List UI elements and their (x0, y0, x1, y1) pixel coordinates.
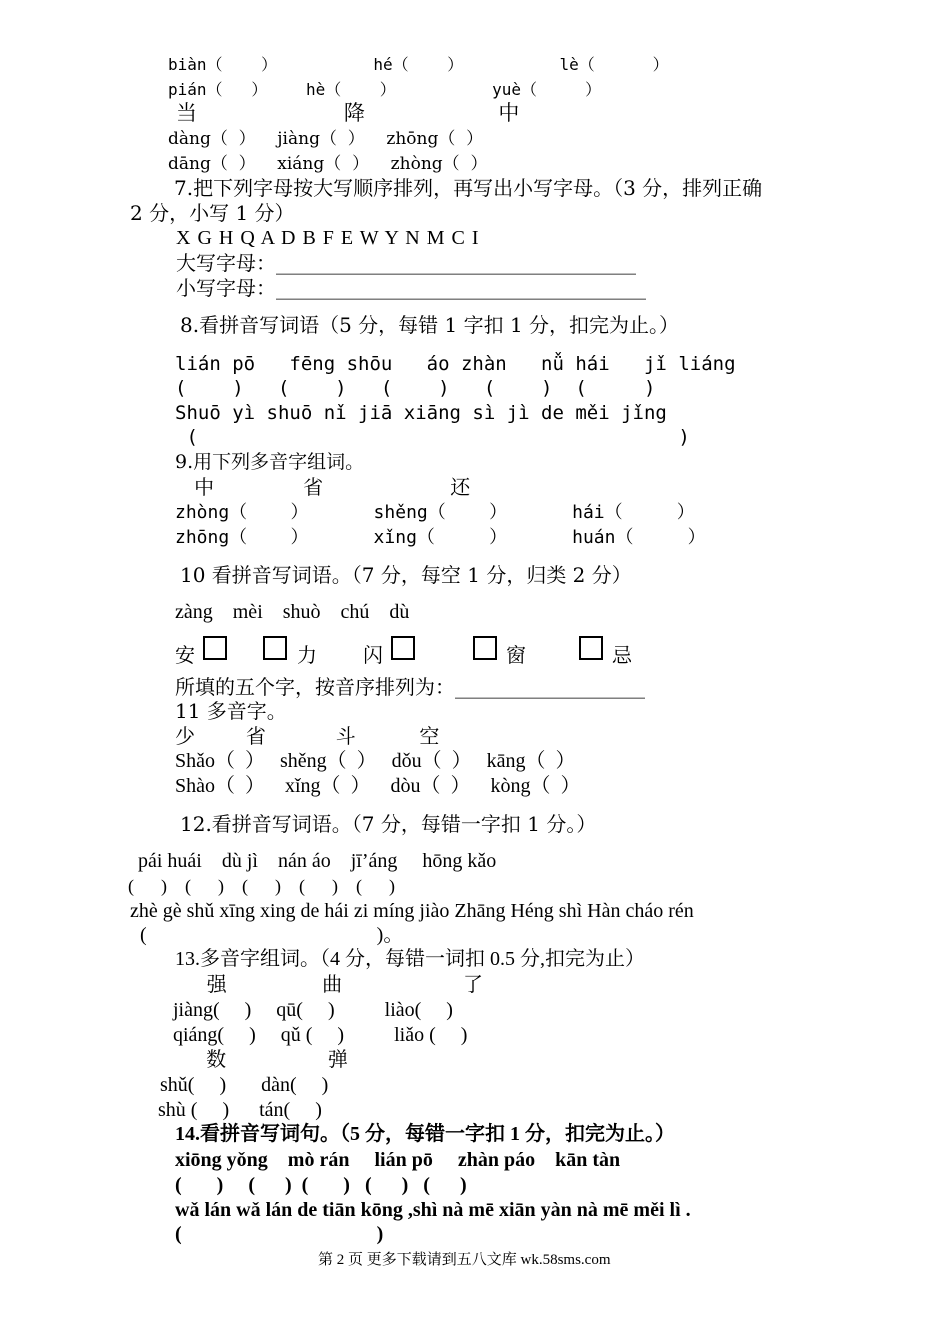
q9-row2: zhōng（ ） xǐng（ ） huán（ ） (175, 527, 706, 548)
q7-title-cont: 2 分，小写 1 分） (130, 201, 295, 225)
q11-title: 11 多音字。 (175, 699, 287, 723)
q7-lower-line[interactable]: 小写字母：_____________________________________ (176, 276, 646, 300)
q7-letters: X G H Q A D B F E W Y N M C I (176, 227, 480, 249)
q10-answer-box-5[interactable] (579, 636, 603, 660)
q10-answer-box-4[interactable] (473, 636, 497, 660)
q7-title: 7.把下列字母按大写顺序排列，再写出小写字母。（3 分，排列正确 (174, 176, 763, 200)
q10-char-ji: 忌 (612, 643, 632, 667)
q11-row1: Shǎo（ ） shěng（ ） dǒu（ ） kāng（ ） (175, 750, 576, 772)
q10-char-chuang: 窗 (506, 643, 526, 667)
p6-row3: dàng（ ） jiàng（ ） zhōng（ ） (168, 129, 484, 149)
q12-title: 12.看拼音写词语。（7 分，每错一字扣 1 分。） (180, 812, 597, 836)
q13-row3: shǔ( ) dàn( ) (160, 1074, 329, 1096)
q13-chars1: 强 曲 了 (175, 972, 483, 996)
q13-row2: qiáng( ) qǔ ( ) liǎo ( ) (173, 1024, 468, 1046)
q11-chars: 少 省 斗 空 (175, 724, 440, 748)
q12-pinyin: pái huái dù jì nán áo jī’áng hōng kǎo (138, 850, 497, 872)
page-footer: 第 2 页 更多下载请到五八文库 wk.58sms.com (318, 1252, 611, 1268)
q8-title: 8.看拼音写词语（5 分，每错 1 字扣 1 分，扣完为止。） (180, 313, 680, 337)
q10-answer-box-1[interactable] (203, 636, 227, 660)
q14-pinyin: xiōng yǒng mò rán lián pō zhàn páo kān tàn (175, 1149, 621, 1171)
q8-pinyin: lián pō fēng shōu áo zhàn nǚ hái jǐ liáng (175, 353, 736, 375)
p6-row1: biàn（ ） hé（ ） lè（ ） (168, 55, 669, 74)
p6-row2: pián（ ） hè（ ） yuè（ ） (168, 80, 602, 99)
q9-chars: 中 省 还 (175, 475, 471, 499)
q8-blanks[interactable]: ( ) ( ) ( ) ( ) ( ) (175, 377, 656, 399)
p6-row4: dāng（ ） xiáng（ ） zhòng（ ） (168, 154, 488, 174)
q10-answer-box-3[interactable] (391, 636, 415, 660)
q10-char-an: 安 (175, 643, 195, 667)
q9-title: 9.用下列多音字组词。 (175, 451, 365, 473)
q8-sentence-blank[interactable]: ( ) (175, 426, 690, 448)
q10-title: 10 看拼音写词语。（7 分，每空 1 分，归类 2 分） (180, 563, 632, 587)
q8-sentence: Shuō yì shuō nǐ jiā xiāng sì jì de měi jǐng (175, 402, 667, 424)
q10-pinyin: zàng mèi shuò chú dù (175, 601, 410, 623)
q14-sentence-blank[interactable]: ( ) (175, 1223, 384, 1245)
q10-answer-box-2[interactable] (263, 636, 287, 660)
q7-upper-line[interactable]: 大写字母：____________________________________ (176, 251, 636, 275)
q14-sentence: wǎ lán wǎ lán de tiān kōng ,shì nà mē xiān yàn nà mē měi lì . (175, 1199, 691, 1221)
q13-title: 13.多音字组词。（4 分，每错一词扣 0.5 分,扣完为止） (175, 948, 645, 970)
q9-row1: zhòng（ ） shěng（ ） hái（ ） (175, 502, 695, 523)
q11-row2: Shào（ ） xǐng（ ） dòu（ ） kòng（ ） (175, 775, 581, 797)
q12-sentence-blank[interactable]: ( )。 (130, 924, 404, 946)
q13-chars2: 数 弹 (168, 1047, 348, 1071)
q14-blanks[interactable]: ( ) ( ) ( ) ( ) ( ) (175, 1174, 467, 1196)
q10-char-li: 力 (297, 643, 317, 667)
q12-sentence: zhè gè shǔ xīng xing de hái zi míng jiào Zhāng Héng shì Hàn cháo rén (130, 900, 694, 922)
q10-order-line[interactable]: 所填的五个字，按音序排列为：___________________ (175, 675, 645, 699)
q14-title: 14.看拼音写词句。（5 分，每错一字扣 1 分，扣完为止。） (175, 1123, 675, 1145)
q13-row1: jiàng( ) qū( ) liào( ) (173, 999, 453, 1021)
q12-blanks[interactable]: ( ) ( ) ( ) ( ) ( ) (128, 876, 395, 896)
p6-chars: 当 降 中 (176, 101, 520, 125)
q10-char-shan: 闪 (363, 643, 383, 667)
q13-row4: shù ( ) tán( ) (158, 1099, 322, 1121)
